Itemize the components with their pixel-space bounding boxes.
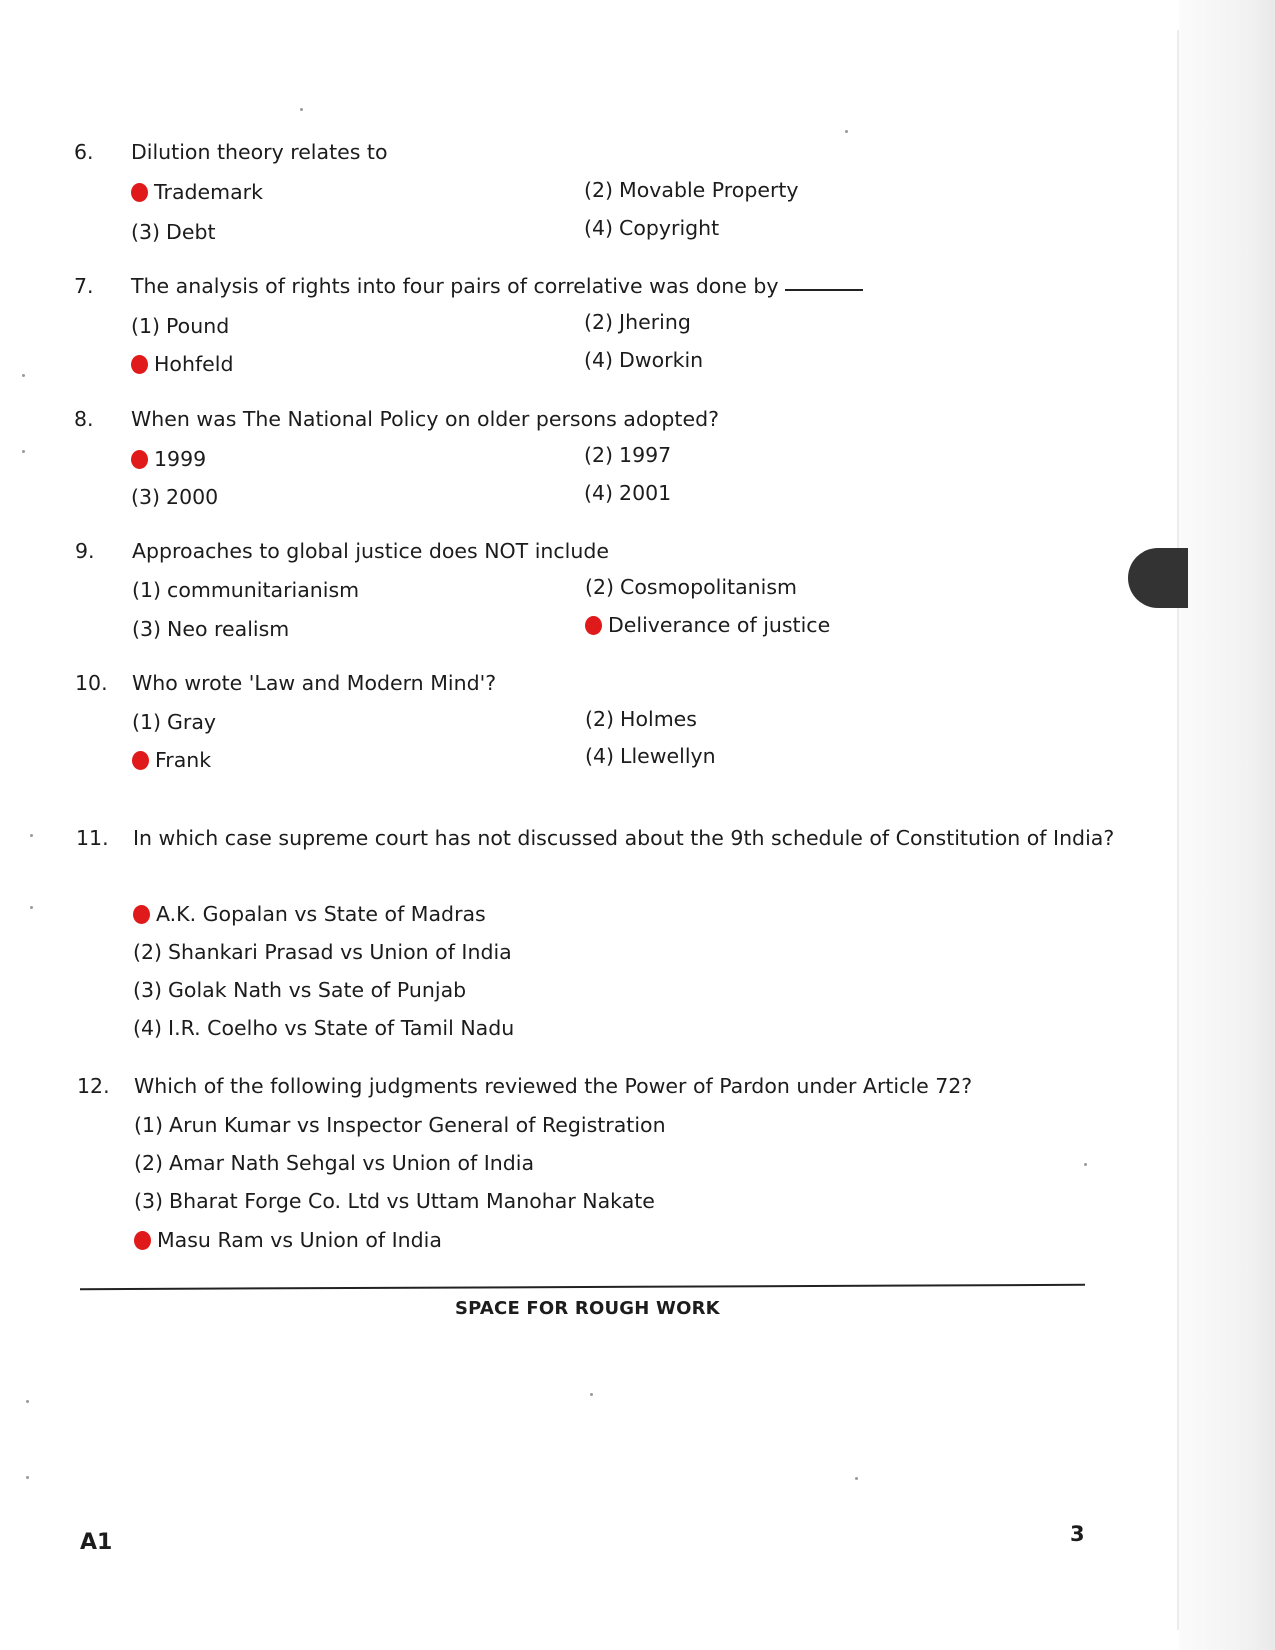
option-text: Golak Nath vs Sate of Punjab — [168, 978, 467, 1002]
option-text: communitarianism — [167, 578, 360, 602]
scan-speck — [22, 450, 25, 453]
option-4-marked[interactable] — [134, 1230, 442, 1251]
option-2[interactable] — [584, 180, 799, 201]
option-4[interactable] — [584, 483, 671, 504]
answer-mark-icon — [131, 450, 148, 469]
answer-mark-icon — [134, 1231, 151, 1250]
option-label: (1) — [132, 578, 162, 602]
option-1[interactable] — [132, 580, 359, 601]
option-text: Neo realism — [167, 617, 290, 641]
option-2[interactable] — [585, 709, 697, 730]
option-2[interactable] — [584, 312, 691, 333]
option-text: Holmes — [620, 707, 697, 731]
option-label: (4) — [133, 1016, 163, 1040]
option-text: Cosmopolitanism — [620, 575, 797, 599]
option-4[interactable] — [584, 350, 703, 371]
option-text: Masu Ram vs Union of India — [157, 1228, 442, 1252]
scan-speck — [855, 1477, 858, 1480]
question-text: In which case supreme court has not discussed about the 9th schedule of Constitution of India? — [133, 826, 1115, 850]
page-edge-shadow — [1179, 0, 1275, 1650]
option-label: (1) — [134, 1113, 164, 1137]
option-1[interactable] — [134, 1115, 666, 1136]
option-text: Llewellyn — [620, 744, 716, 768]
option-4-marked[interactable] — [585, 615, 830, 636]
option-text: Shankari Prasad vs Union of India — [168, 940, 512, 964]
option-text: I.R. Coelho vs State of Tamil Nadu — [168, 1016, 515, 1040]
option-2[interactable] — [133, 942, 512, 963]
option-text: 2000 — [166, 485, 219, 509]
option-text: 2001 — [619, 481, 672, 505]
scan-speck — [845, 130, 848, 133]
option-label: (3) — [133, 978, 163, 1002]
page-number: 3 — [1070, 1522, 1085, 1546]
question-text-content: The analysis of rights into four pairs of correlative was done by — [131, 274, 779, 298]
option-4[interactable] — [584, 218, 719, 239]
answer-mark-icon — [131, 355, 148, 374]
answer-mark-icon — [133, 905, 150, 924]
scan-speck — [30, 906, 33, 909]
option-4[interactable] — [585, 746, 716, 767]
option-label: (2) — [133, 940, 163, 964]
page-edge-line — [1177, 30, 1179, 1630]
option-label: (4) — [584, 348, 614, 372]
question-text: Approaches to global justice does NOT include — [132, 539, 609, 563]
option-label: (2) — [584, 443, 614, 467]
option-text: 1997 — [619, 443, 672, 467]
option-1-marked[interactable] — [133, 904, 486, 925]
scan-speck — [22, 374, 25, 377]
option-label: (4) — [584, 481, 614, 505]
option-text: Copyright — [619, 216, 720, 240]
question-number: 9. — [75, 539, 95, 563]
option-label: (3) — [131, 220, 161, 244]
option-label: (4) — [585, 744, 615, 768]
question-number: 10. — [75, 671, 108, 695]
option-text: Bharat Forge Co. Ltd vs Uttam Manohar Nakate — [169, 1189, 655, 1213]
answer-blank-line — [785, 289, 863, 291]
question-text: When was The National Policy on older persons adopted? — [131, 407, 719, 431]
scan-speck — [300, 108, 303, 111]
option-text: Dworkin — [619, 348, 704, 372]
option-1[interactable] — [131, 316, 229, 337]
rough-work-label: SPACE FOR ROUGH WORK — [455, 1298, 720, 1319]
option-3[interactable] — [133, 980, 466, 1001]
option-1-marked[interactable] — [131, 182, 263, 203]
option-text: Hohfeld — [154, 352, 234, 376]
answer-mark-icon — [132, 751, 149, 770]
option-label: (1) — [131, 314, 161, 338]
option-text: Jhering — [619, 310, 691, 334]
option-4[interactable] — [133, 1018, 514, 1039]
question-number: 8. — [74, 407, 94, 431]
option-label: (3) — [132, 617, 162, 641]
option-text: Pound — [166, 314, 230, 338]
question-text: Which of the following judgments reviewed the Power of Pardon under Article 72? — [134, 1074, 973, 1098]
option-label: (2) — [585, 707, 615, 731]
option-text: Arun Kumar vs Inspector General of Registration — [169, 1113, 666, 1137]
scan-speck — [26, 1476, 29, 1479]
option-label: (2) — [585, 575, 615, 599]
option-1-marked[interactable] — [131, 449, 206, 470]
scan-speck — [30, 834, 33, 837]
question-number: 12. — [77, 1074, 110, 1098]
option-text: A.K. Gopalan vs State of Madras — [156, 902, 486, 926]
option-2[interactable] — [584, 445, 671, 466]
option-3[interactable] — [132, 619, 289, 640]
scan-speck — [26, 1400, 29, 1403]
booklet-code: A1 — [80, 1530, 113, 1555]
rough-work-divider — [80, 1284, 1085, 1290]
option-label: (3) — [134, 1189, 164, 1213]
option-text: Trademark — [154, 180, 263, 204]
option-text: Debt — [166, 220, 216, 244]
option-label: (2) — [134, 1151, 164, 1175]
option-label: (2) — [584, 310, 614, 334]
option-label: (2) — [584, 178, 614, 202]
option-label: (1) — [132, 710, 162, 734]
option-text: Frank — [155, 748, 212, 772]
question-number: 7. — [74, 274, 94, 298]
option-text: Deliverance of justice — [608, 613, 831, 637]
scan-speck — [1084, 1163, 1087, 1166]
question-number: 6. — [74, 140, 94, 164]
option-text: 1999 — [154, 447, 207, 471]
scan-speck — [590, 1393, 593, 1396]
side-tab-marker — [1128, 548, 1188, 608]
answer-mark-icon — [585, 616, 602, 635]
option-2[interactable] — [134, 1153, 534, 1174]
option-3[interactable] — [131, 487, 218, 508]
question-text: Who wrote 'Law and Modern Mind'? — [132, 671, 497, 695]
option-label: (3) — [131, 485, 161, 509]
option-1[interactable] — [132, 712, 216, 733]
option-3[interactable] — [134, 1191, 655, 1212]
option-text: Gray — [167, 710, 217, 734]
option-3-marked[interactable] — [131, 354, 234, 375]
option-text: Movable Property — [619, 178, 799, 202]
option-3[interactable] — [131, 222, 216, 243]
option-label: (4) — [584, 216, 614, 240]
answer-mark-icon — [131, 183, 148, 202]
option-text: Amar Nath Sehgal vs Union of India — [169, 1151, 535, 1175]
question-text: Dilution theory relates to — [131, 140, 388, 164]
question-number: 11. — [76, 826, 109, 850]
option-3-marked[interactable] — [132, 750, 211, 771]
option-2[interactable] — [585, 577, 797, 598]
question-text — [131, 276, 863, 297]
